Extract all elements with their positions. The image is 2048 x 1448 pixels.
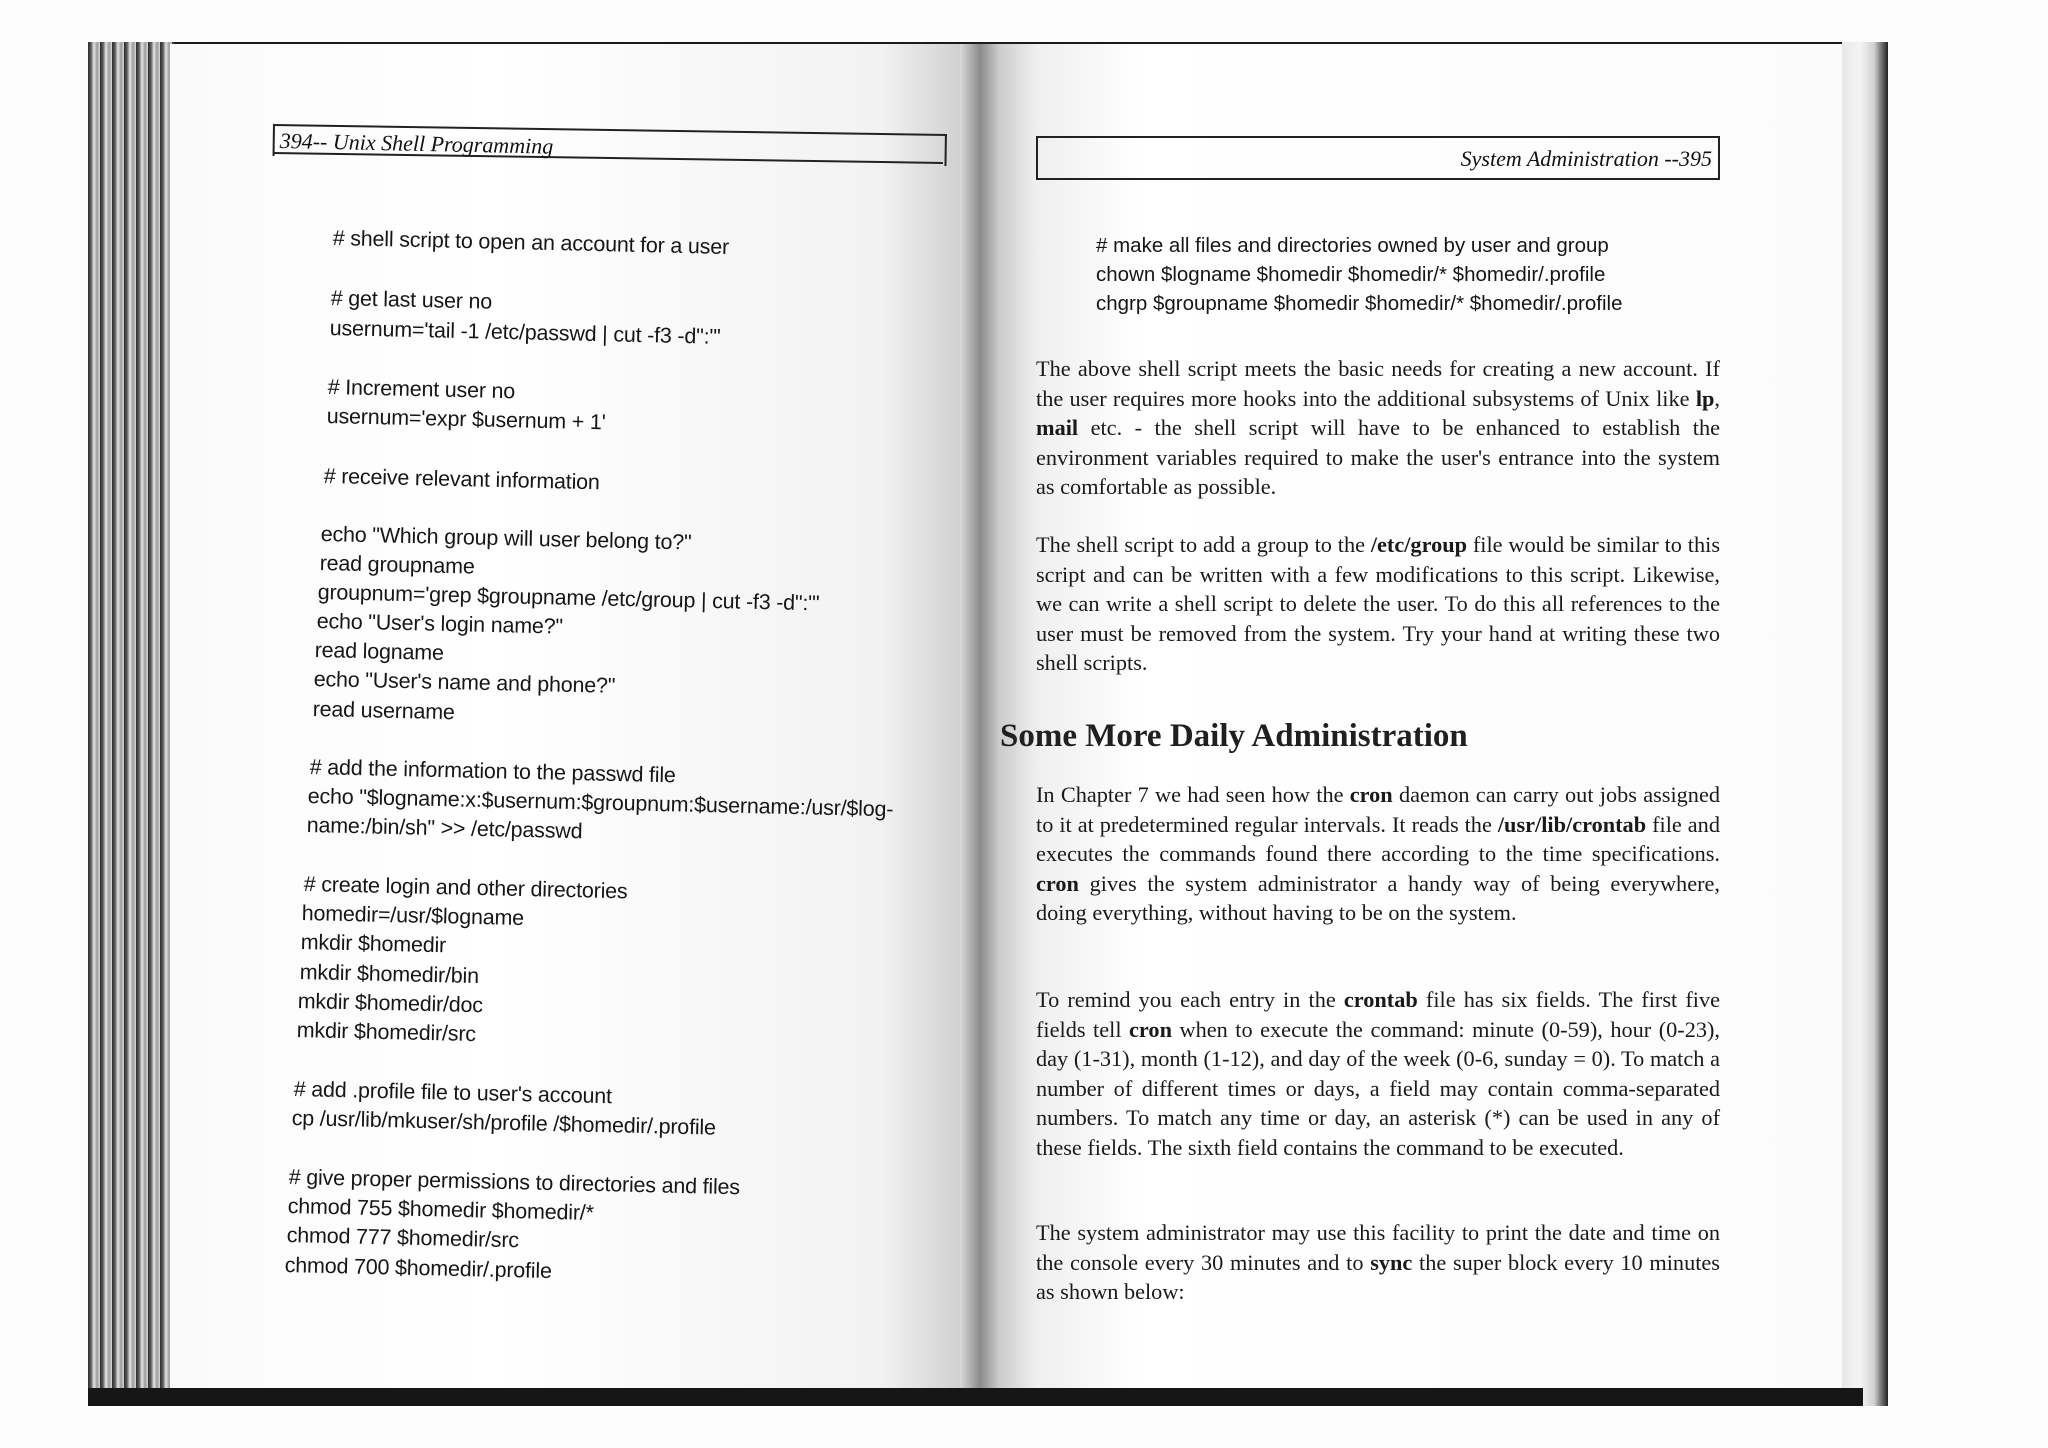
paragraph: The shell script to add a group to the /etc/group file would be similar to this script and can be written with a few modifications to this script. Likewise, we can write a shell script to delete the user. To do this all references to the user must be removed from the system. Try your hand at writing these two shell scripts. — [1036, 532, 1720, 675]
code-line: echo "User's name and phone?" — [313, 667, 616, 698]
code-line: groupnum='grep $groupname /etc/group | cut -f3 -d":"' — [317, 580, 820, 616]
code-line: mkdir $homedir/src — [296, 1018, 477, 1047]
code-line: name:/bin/sh" >> /etc/passwd — [306, 813, 583, 844]
code-line: echo "User's login name?" — [316, 609, 564, 639]
code-line: homedir=/usr/$logname — [301, 901, 525, 931]
code-line: usernum='tail -1 /etc/passwd | cut -f3 -d":"' — [329, 316, 721, 349]
paragraph: To remind you each entry in the crontab file has six fields. The first five fields tell cron when to execute the command: minute (0-59), hour (0-23), day (1-31), month (1-12), and day of the week (0-6, sunday = 0). To match a number of different times or days, a field may contain comma-separated numbers. To match any time or day, an asterisk (*) can be used in any of these fields. The sixth field contains the command to be executed. — [1036, 987, 1720, 1160]
code-line: chgrp $groupname $homedir $homedir/* $homedir/.profile — [1096, 292, 1623, 315]
paragraph: In Chapter 7 we had seen how the cron daemon can carry out jobs assigned to it at predetermined regular intervals. It reads the /usr/lib/crontab file and executes the commands found there according to the time specifications. cron gives the system administrator a handy way of being everywhere, doing everything, without having to be on the system. — [1036, 782, 1720, 925]
code-line: # add .profile file to user's account — [293, 1077, 613, 1109]
right-running-header: System Administration --395 — [1460, 146, 1712, 171]
code-line: # get last user no — [330, 286, 493, 314]
code-line: read username — [312, 697, 455, 725]
code-line: # Increment user no — [327, 375, 516, 404]
code-line: chmod 777 $homedir/src — [286, 1223, 520, 1253]
code-line: cp /usr/lib/mkuser/sh/profile /$homedir/.profile — [291, 1106, 717, 1140]
code-line: # create login and other directories — [303, 872, 628, 904]
scan-border-bottom — [88, 1388, 1863, 1406]
code-line: # shell script to open an account for a user — [332, 226, 730, 259]
code-line: mkdir $homedir/doc — [297, 989, 484, 1018]
book-spine — [960, 44, 1000, 1396]
code-line: mkdir $homedir/bin — [299, 960, 480, 989]
code-line: read logname — [314, 638, 445, 665]
code-line: # add the information to the passwd file — [309, 755, 676, 788]
code-line: mkdir $homedir — [300, 930, 447, 958]
page-edges-left — [88, 42, 174, 1406]
code-line: usernum='expr $usernum + 1' — [326, 404, 606, 435]
code-line: # receive relevant information — [323, 464, 600, 495]
page-edges-right — [1842, 42, 1888, 1406]
paragraph: The system administrator may use this facility to print the date and time on the console every 30 minutes and to sync the super block every 10 minutes as shown below: — [1036, 1220, 1720, 1304]
right-header-box — [1036, 136, 1720, 180]
left-running-header: 394-- Unix Shell Programming — [279, 128, 554, 159]
code-line: chmod 755 $homedir $homedir/* — [287, 1194, 595, 1225]
code-line: echo "$logname:x:$usernum:$groupnum:$username:/usr/$log- — [307, 784, 894, 822]
section-heading: Some More Daily Administration — [1000, 718, 1468, 754]
code-line: read groupname — [319, 551, 475, 579]
code-line: # give proper permissions to directories and files — [288, 1165, 741, 1200]
code-line: # make all files and directories owned by user and group — [1096, 234, 1609, 257]
code-line: echo "Which group will user belong to?" — [320, 522, 692, 555]
code-line: chmod 700 $homedir/.profile — [284, 1253, 553, 1284]
paragraph: The above shell script meets the basic needs for creating a new account. If the user requires more hooks into the additional subsystems of Unix like lp, mail etc. - the shell script will have to be enhanced to establish the environment variables required to make the user's entrance into the system as comfortable as possible. — [1036, 356, 1720, 499]
code-line: chown $logname $homedir $homedir/* $homedir/.profile — [1096, 263, 1606, 286]
